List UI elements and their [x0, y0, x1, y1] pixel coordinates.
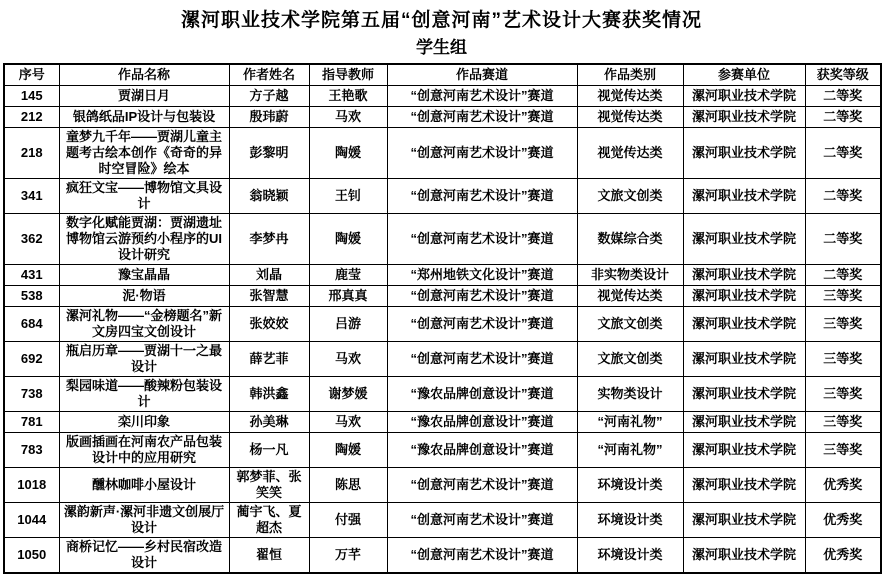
col-header-track: 作品赛道 [387, 64, 577, 86]
cell-award: 三等奖 [805, 377, 881, 412]
cell-track: “豫农品牌创意设计”赛道 [387, 377, 577, 412]
cell-unit: 漯河职业技术学院 [683, 265, 805, 286]
cell-unit: 漯河职业技术学院 [683, 433, 805, 468]
cell-category: 非实物类设计 [577, 265, 683, 286]
cell-author: 韩洪鑫 [229, 377, 309, 412]
cell-no: 1050 [4, 538, 59, 574]
cell-author: 孙美琳 [229, 412, 309, 433]
table-row [4, 128, 881, 179]
col-header-category: 作品类别 [577, 64, 683, 86]
cell-category: 视觉传达类 [577, 86, 683, 107]
cell-teacher: 马欢 [309, 342, 387, 377]
cell-track: “郑州地铁文化设计”赛道 [387, 265, 577, 286]
table-row [4, 377, 881, 412]
cell-award: 二等奖 [805, 86, 881, 107]
cell-award: 优秀奖 [805, 503, 881, 538]
cell-award: 优秀奖 [805, 538, 881, 574]
table-row [4, 342, 881, 377]
col-header-no: 序号 [4, 64, 59, 86]
cell-track: “创意河南艺术设计”赛道 [387, 128, 577, 179]
cell-teacher: 马欢 [309, 107, 387, 128]
cell-teacher: 谢梦媛 [309, 377, 387, 412]
cell-teacher: 陶媛 [309, 433, 387, 468]
page-title: 漯河职业技术学院第五届“创意河南”艺术设计大赛获奖情况 [180, 10, 702, 31]
table-row [4, 433, 881, 468]
cell-no: 1018 [4, 468, 59, 503]
cell-teacher: 吕游 [309, 307, 387, 342]
cell-author: 薛艺菲 [229, 342, 309, 377]
cell-category: 实物类设计 [577, 377, 683, 412]
cell-author: 杨一凡 [229, 433, 309, 468]
cell-category: 环境设计类 [577, 503, 683, 538]
cell-unit: 漯河职业技术学院 [683, 412, 805, 433]
cell-track: “创意河南艺术设计”赛道 [387, 286, 577, 307]
cell-teacher: 鹿莹 [309, 265, 387, 286]
cell-work-title: 漯河礼物——“金榜题名”新文房四宝文创设计 [59, 307, 229, 342]
cell-no: 538 [4, 286, 59, 307]
cell-unit: 漯河职业技术学院 [683, 179, 805, 214]
cell-unit: 漯河职业技术学院 [683, 286, 805, 307]
cell-work-title: 银鸽纸品IP设计与包装设 [59, 107, 229, 128]
cell-unit: 漯河职业技术学院 [683, 538, 805, 574]
cell-teacher: 邢真真 [309, 286, 387, 307]
table-row [4, 307, 881, 342]
cell-work-title: 豫宝晶晶 [59, 265, 229, 286]
cell-no: 341 [4, 179, 59, 214]
table-row [4, 265, 881, 286]
cell-no: 684 [4, 307, 59, 342]
cell-unit: 漯河职业技术学院 [683, 307, 805, 342]
table-row [4, 107, 881, 128]
table-row [4, 503, 881, 538]
cell-work-title: 贾湖日月 [59, 86, 229, 107]
cell-award: 三等奖 [805, 307, 881, 342]
table-row [4, 538, 881, 574]
col-header-unit: 参赛单位 [683, 64, 805, 86]
cell-track: “创意河南艺术设计”赛道 [387, 538, 577, 574]
cell-author: 彭黎明 [229, 128, 309, 179]
cell-track: “创意河南艺术设计”赛道 [387, 468, 577, 503]
cell-work-title: 瓶启历章——贾湖十一之最设计 [59, 342, 229, 377]
cell-author: 殷玮蔚 [229, 107, 309, 128]
cell-award: 三等奖 [805, 286, 881, 307]
cell-work-title: 商桥记忆——乡村民宿改造设计 [59, 538, 229, 574]
table-row [4, 179, 881, 214]
cell-unit: 漯河职业技术学院 [683, 342, 805, 377]
cell-track: “创意河南艺术设计”赛道 [387, 86, 577, 107]
cell-track: “创意河南艺术设计”赛道 [387, 107, 577, 128]
table-row [4, 286, 881, 307]
cell-track: “创意河南艺术设计”赛道 [387, 307, 577, 342]
cell-no: 692 [4, 342, 59, 377]
cell-unit: 漯河职业技术学院 [683, 503, 805, 538]
cell-no: 783 [4, 433, 59, 468]
table-row [4, 468, 881, 503]
cell-no: 145 [4, 86, 59, 107]
cell-work-title: 版画插画在河南农产品包装设计中的应用研究 [59, 433, 229, 468]
table-row [4, 214, 881, 265]
cell-no: 1044 [4, 503, 59, 538]
cell-no: 781 [4, 412, 59, 433]
cell-teacher: 王钊 [309, 179, 387, 214]
cell-author: 张智慧 [229, 286, 309, 307]
table-header-row [4, 64, 881, 86]
cell-author: 刘晶 [229, 265, 309, 286]
cell-category: 视觉传达类 [577, 286, 683, 307]
cell-category: 数媒综合类 [577, 214, 683, 265]
cell-category: 文旅文创类 [577, 342, 683, 377]
cell-category: 环境设计类 [577, 468, 683, 503]
cell-category: 文旅文创类 [577, 179, 683, 214]
cell-no: 212 [4, 107, 59, 128]
cell-category: 视觉传达类 [577, 107, 683, 128]
cell-award: 三等奖 [805, 412, 881, 433]
cell-teacher: 陈思 [309, 468, 387, 503]
cell-unit: 漯河职业技术学院 [683, 468, 805, 503]
cell-unit: 漯河职业技术学院 [683, 86, 805, 107]
cell-teacher: 陶媛 [309, 128, 387, 179]
cell-unit: 漯河职业技术学院 [683, 128, 805, 179]
page-subtitle: 学生组 [416, 38, 467, 57]
cell-unit: 漯河职业技术学院 [683, 107, 805, 128]
cell-no: 218 [4, 128, 59, 179]
col-header-title: 作品名称 [59, 64, 229, 86]
cell-track: “创意河南艺术设计”赛道 [387, 179, 577, 214]
cell-award: 二等奖 [805, 128, 881, 179]
cell-unit: 漯河职业技术学院 [683, 377, 805, 412]
cell-author: 张姣姣 [229, 307, 309, 342]
cell-author: 翟恒 [229, 538, 309, 574]
cell-teacher: 付强 [309, 503, 387, 538]
cell-award: 三等奖 [805, 342, 881, 377]
cell-unit: 漯河职业技术学院 [683, 214, 805, 265]
cell-award: 二等奖 [805, 179, 881, 214]
cell-work-title: 醺林咖啡小屋设计 [59, 468, 229, 503]
cell-category: 视觉传达类 [577, 128, 683, 179]
cell-author: 蔺宇飞、夏超杰 [229, 503, 309, 538]
cell-award: 二等奖 [805, 107, 881, 128]
cell-work-title: 泥·物语 [59, 286, 229, 307]
cell-work-title: 疯狂文宝——博物馆文具设计 [59, 179, 229, 214]
cell-teacher: 王艳歌 [309, 86, 387, 107]
cell-award: 二等奖 [805, 214, 881, 265]
cell-author: 方子越 [229, 86, 309, 107]
cell-track: “创意河南艺术设计”赛道 [387, 503, 577, 538]
cell-track: “创意河南艺术设计”赛道 [387, 342, 577, 377]
cell-award: 优秀奖 [805, 468, 881, 503]
cell-work-title: 梨园味道——酸辣粉包装设计 [59, 377, 229, 412]
cell-work-title: 栾川印象 [59, 412, 229, 433]
cell-author: 李梦冉 [229, 214, 309, 265]
cell-track: “豫农品牌创意设计”赛道 [387, 433, 577, 468]
cell-teacher: 陶媛 [309, 214, 387, 265]
cell-author: 翁晓颖 [229, 179, 309, 214]
col-header-award: 获奖等级 [805, 64, 881, 86]
cell-no: 738 [4, 377, 59, 412]
table-row [4, 86, 881, 107]
cell-category: “河南礼物” [577, 412, 683, 433]
cell-work-title: 童梦九千年——贾湖儿童主题考古绘本创作《奇奇的异时空冒险》绘本 [59, 128, 229, 179]
cell-author: 郭梦菲、张笑笑 [229, 468, 309, 503]
col-header-teacher: 指导教师 [309, 64, 387, 86]
cell-category: 环境设计类 [577, 538, 683, 574]
cell-award: 二等奖 [805, 265, 881, 286]
cell-category: “河南礼物” [577, 433, 683, 468]
cell-no: 362 [4, 214, 59, 265]
award-results-table [3, 63, 882, 574]
cell-teacher: 万芊 [309, 538, 387, 574]
cell-teacher: 马欢 [309, 412, 387, 433]
cell-category: 文旅文创类 [577, 307, 683, 342]
cell-track: “豫农品牌创意设计”赛道 [387, 412, 577, 433]
cell-no: 431 [4, 265, 59, 286]
cell-track: “创意河南艺术设计”赛道 [387, 214, 577, 265]
table-row [4, 412, 881, 433]
cell-award: 三等奖 [805, 433, 881, 468]
cell-work-title: 漯韵新声·漯河非遗文创展厅设计 [59, 503, 229, 538]
col-header-author: 作者姓名 [229, 64, 309, 86]
cell-work-title: 数字化赋能贾湖：贾湖遗址博物馆云游预约小程序的UI设计研究 [59, 214, 229, 265]
